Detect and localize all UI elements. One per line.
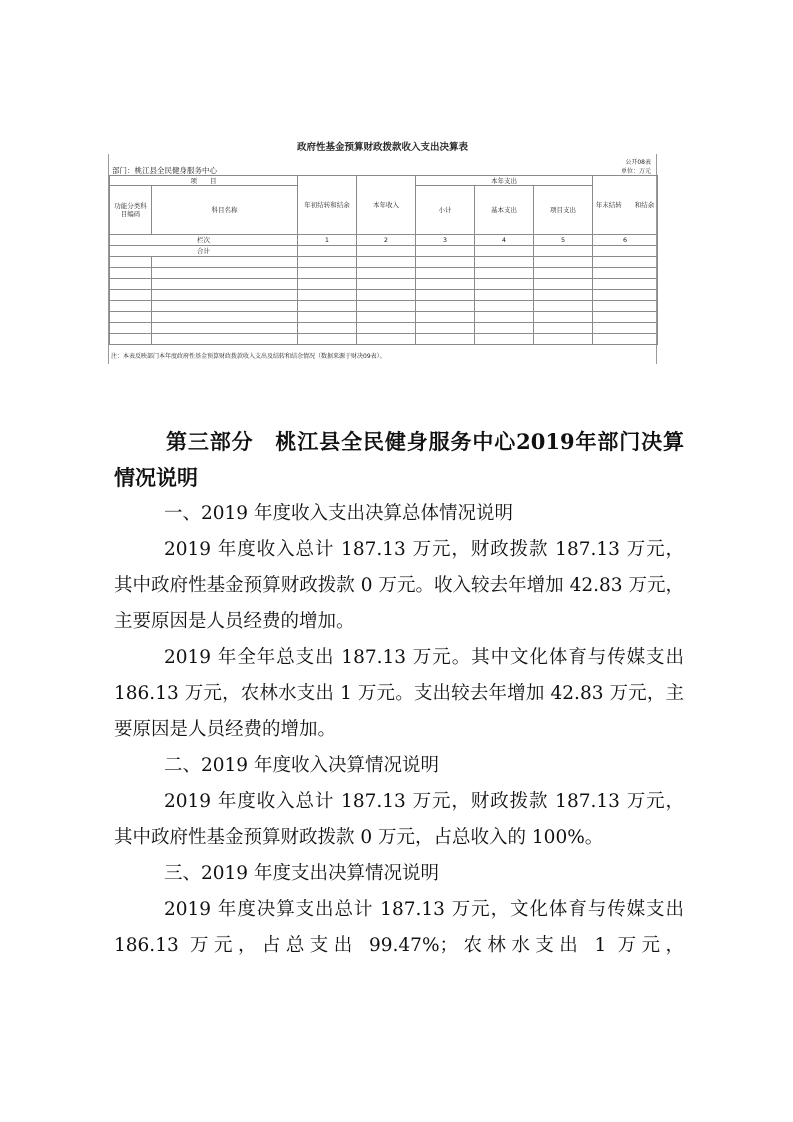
- header-subtotal: 小计: [416, 186, 475, 235]
- table-row: [110, 290, 658, 301]
- table-row: [110, 268, 658, 279]
- table-title: 政府性基金预算财政拨款收入支出决算表: [296, 142, 468, 153]
- header-income: 本年收入: [357, 176, 416, 235]
- column-number: 3: [416, 235, 475, 246]
- table-note: 注：本表反映部门本年度政府性基金预算财政拨款收入支出及结转和结余情况（数据来源于财决09表）。: [111, 353, 386, 360]
- column-number: 2: [357, 235, 416, 246]
- table-row: [110, 301, 658, 312]
- column-number: 6: [593, 235, 658, 246]
- column-number-row: [110, 235, 658, 246]
- total-label: 合计: [110, 246, 298, 257]
- header-basic: 基本支出: [475, 186, 534, 235]
- header-expense: 本年支出: [416, 176, 593, 186]
- table-row: [110, 323, 658, 334]
- table-row: [110, 334, 658, 345]
- column-number-label: 栏次: [110, 235, 298, 246]
- column-number: 5: [534, 235, 593, 246]
- budget-table-image: [108, 132, 657, 365]
- table-code: 公开08表: [625, 159, 651, 166]
- table-row: [110, 257, 658, 268]
- header-subject-name: 科目名称: [152, 186, 298, 235]
- table-department: 部门：桃江县全民健身服务中心: [112, 166, 217, 175]
- section-two-title: 二、2019 年度收入决算情况说明: [164, 755, 439, 776]
- section-three-title: 三、2019 年度支出决算情况说明: [164, 863, 439, 884]
- header-project: 项目支出: [534, 186, 593, 235]
- table-header-row: [110, 176, 658, 186]
- header-func-code: 功能分类科目编码: [110, 186, 152, 235]
- column-number: 1: [298, 235, 357, 246]
- section-two-paragraph: 2019 年度收入总计 187.13 万元，财政拨款 187.13 万元，其中政府性基金预算财政拨款 0 万元，占总收入的 100%。: [114, 791, 684, 848]
- table-row: [110, 279, 658, 290]
- budget-table: [109, 175, 658, 345]
- total-row: [110, 246, 658, 257]
- section-one-expense-paragraph: 2019 年全年总支出 187.13 万元。其中文化体育与传媒支出 186.13 万元，农林水支出 1 万元。支出较去年增加 42.83 万元，主要原因是人员经费的增加。: [114, 647, 684, 740]
- header-item: 项 目: [110, 176, 298, 186]
- header-closing: 年末结转 和结余: [593, 176, 658, 235]
- section-one-title: 一、2019 年度收入支出决算总体情况说明: [164, 503, 513, 524]
- table-unit: 单位：万元: [620, 168, 651, 175]
- header-opening: 年初结转和结余: [298, 176, 357, 235]
- section-one-income-paragraph: 2019 年度收入总计 187.13 万元，财政拨款 187.13 万元，其中政府性基金预算财政拨款 0 万元。收入较去年增加 42.83 万元，主要原因是人员经费的增加。: [114, 539, 684, 632]
- section-three-paragraph: 2019 年度决算支出总计 187.13 万元，文化体育与传媒支出 186.13 万元，占总支出 99.47%；农林水支出 1 万元，: [114, 899, 684, 956]
- part-three-heading: 第三部分 桃江县全民健身服务中心2019年部门决算情况说明: [114, 429, 684, 490]
- table-row: [110, 312, 658, 323]
- column-number: 4: [475, 235, 534, 246]
